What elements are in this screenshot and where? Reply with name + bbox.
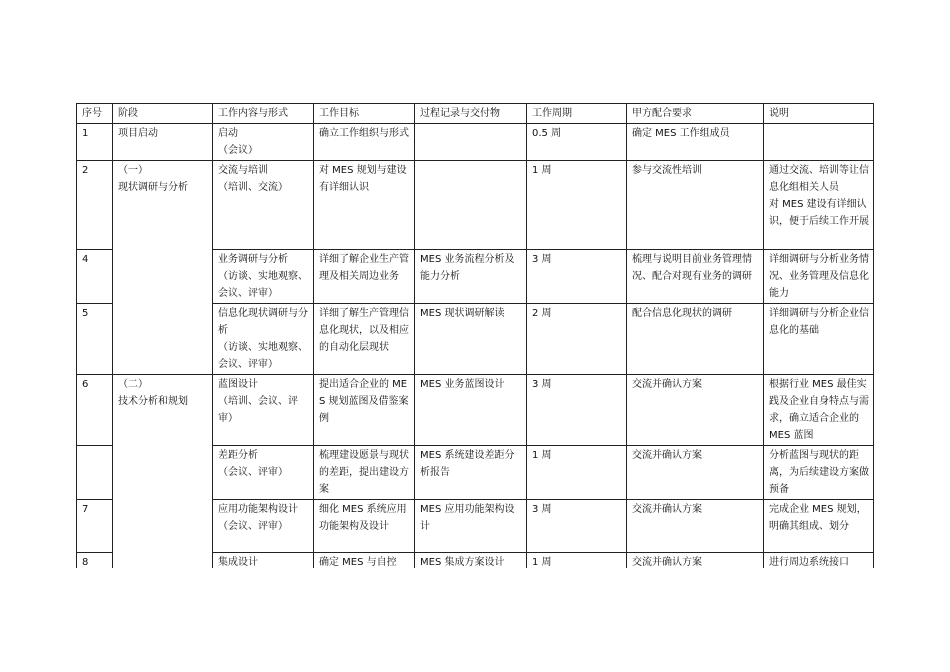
cell-period: 3 周 xyxy=(527,250,627,304)
cell-client: 梳理与说明目前业务管理情况、配合对现有业务的调研 xyxy=(627,250,764,304)
cell-note: 进行周边系统接口 xyxy=(764,553,874,593)
cell-stage: （二） 技术分析和规划 xyxy=(113,375,213,593)
cell-deliverable: MES 业务流程分析及能力分析 xyxy=(415,250,527,304)
cell-deliverable xyxy=(415,161,527,250)
table-row xyxy=(77,124,874,161)
cell-period: 3 周 xyxy=(527,500,627,553)
cell-no: 4 xyxy=(77,250,113,304)
cell-client: 配合信息化现状的调研 xyxy=(627,304,764,375)
header-goal: 工作目标 xyxy=(314,104,415,124)
cell-stage: （一） 现状调研与分析 xyxy=(113,161,213,375)
cell-client: 交流并确认方案 xyxy=(627,446,764,500)
cell-deliverable: MES 业务蓝图设计 xyxy=(415,375,527,446)
header-note: 说明 xyxy=(764,104,874,124)
cell-deliverable: MES 集成方案设计 xyxy=(415,553,527,593)
cell-note: 通过交流、培训等让信息化组相关人员 对 MES 建设有详细认识，便于后续工作开展 xyxy=(764,161,874,250)
cell-client: 交流并确认方案 xyxy=(627,375,764,446)
cell-period: 1 周 xyxy=(527,553,627,593)
cell-stage: 项目启动 xyxy=(113,124,213,161)
cell-no: 8 xyxy=(77,553,113,593)
cell-no: 2 xyxy=(77,161,113,250)
cell-content: 应用功能架构设计 （会议、评审） xyxy=(213,500,314,553)
cell-deliverable: MES 现状调研解读 xyxy=(415,304,527,375)
table-row xyxy=(77,375,874,446)
cell-no xyxy=(77,446,113,500)
cell-no: 1 xyxy=(77,124,113,161)
header-content: 工作内容与形式 xyxy=(213,104,314,124)
cell-note: 根据行业 MES 最佳实践及企业自身特点与需求，确立适合企业的 MES 蓝图 xyxy=(764,375,874,446)
cell-no: 7 xyxy=(77,500,113,553)
header-period: 工作周期 xyxy=(527,104,627,124)
cell-goal: 确定 MES 与自控 xyxy=(314,553,415,593)
cell-content: 启动 （会议） xyxy=(213,124,314,161)
cell-goal: 对 MES 规划与建设有详细认识 xyxy=(314,161,415,250)
cell-content: 业务调研与分析 （访谈、实地观察、会议、评审） xyxy=(213,250,314,304)
cell-client: 交流并确认方案 xyxy=(627,500,764,553)
header-no: 序号 xyxy=(77,104,113,124)
cell-period: 1 周 xyxy=(527,446,627,500)
cell-goal: 细化 MES 系统应用功能架构及设计 xyxy=(314,500,415,553)
cell-client: 确定 MES 工作组成员 xyxy=(627,124,764,161)
cell-content: 差距分析 （会议、评审） xyxy=(213,446,314,500)
cell-period: 1 周 xyxy=(527,161,627,250)
cell-period: 0.5 周 xyxy=(527,124,627,161)
cell-period: 3 周 xyxy=(527,375,627,446)
cell-period: 2 周 xyxy=(527,304,627,375)
cell-goal: 详细了解企业生产管理及相关周边业务 xyxy=(314,250,415,304)
cell-goal: 确立工作组织与形式 xyxy=(314,124,415,161)
cell-content: 集成设计 xyxy=(213,553,314,593)
table-row xyxy=(77,161,874,250)
cell-no: 6 xyxy=(77,375,113,446)
cell-content: 交流与培训 （培训、交流） xyxy=(213,161,314,250)
header-client: 甲方配合要求 xyxy=(627,104,764,124)
cell-client: 参与交流性培训 xyxy=(627,161,764,250)
project-plan-table xyxy=(76,103,874,593)
cell-deliverable: MES 系统建设差距分析报告 xyxy=(415,446,527,500)
page-bottom-margin xyxy=(0,568,950,672)
cell-note xyxy=(764,124,874,161)
cell-content: 信息化现状调研与分析 （访谈、实地观察、会议、评审） xyxy=(213,304,314,375)
cell-deliverable: MES 应用功能架构设计 xyxy=(415,500,527,553)
cell-note: 详细调研与分析企业信息化的基础 xyxy=(764,304,874,375)
table-header-row xyxy=(77,104,874,124)
cell-deliverable xyxy=(415,124,527,161)
header-stage: 阶段 xyxy=(113,104,213,124)
cell-content: 蓝图设计 （培训、会议、评审） xyxy=(213,375,314,446)
cell-note: 分析蓝图与现状的距离，为后续建设方案做预备 xyxy=(764,446,874,500)
cell-goal: 提出适合企业的 MES 规划蓝图及借鉴案例 xyxy=(314,375,415,446)
cell-note: 完成企业 MES 规划，明确其组成、划分 xyxy=(764,500,874,553)
cell-note: 详细调研与分析业务情况、业务管理及信息化能力 xyxy=(764,250,874,304)
cell-goal: 梳理建设愿景与现状的差距，提出建设方案 xyxy=(314,446,415,500)
header-deliverable: 过程记录与交付物 xyxy=(415,104,527,124)
cell-goal: 详细了解生产管理信息化现状，以及相应的自动化层现状 xyxy=(314,304,415,375)
cell-no: 5 xyxy=(77,304,113,375)
cell-client: 交流并确认方案 xyxy=(627,553,764,593)
